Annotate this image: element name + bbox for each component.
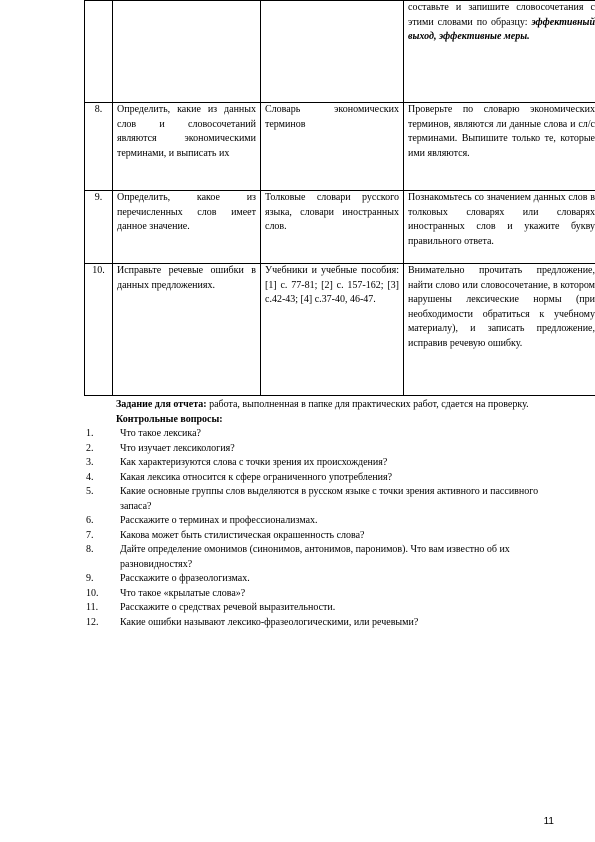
row-number-cell: 8. [85, 103, 113, 191]
question-number: 7. [86, 529, 94, 541]
question-number: 10. [86, 587, 99, 599]
action-cell: Проверьте по словарю экономических терминов, являются ли данные слова и сл/с терминами. Выпишите только те, которые ими являются. [404, 103, 595, 191]
page-number: 11 [543, 816, 554, 827]
question-number: 6. [86, 515, 94, 526]
after-table-section [84, 398, 554, 630]
list-item [84, 442, 554, 457]
row-number-cell: 10. [85, 264, 113, 396]
question-number: 11. [86, 602, 99, 613]
control-questions-list [84, 427, 554, 630]
question-text: Расскажите о терминах и профессионализмах. [120, 515, 318, 526]
resource-cell: Толковые словари русского языка, словари иностранных слов. [261, 191, 404, 264]
question-number: 12. [86, 616, 99, 628]
table-row [85, 191, 595, 264]
question-number: 1. [86, 428, 94, 439]
question-text: Что изучает лексикология? [120, 442, 235, 454]
question-text: Дайте определение омонимов (синонимов, антонимов, паронимов). Что вам известно об их разновидностях? [120, 544, 510, 570]
question-text: Что такое «крылатые слова»? [120, 587, 246, 599]
table-row [85, 103, 595, 191]
report-assignment [84, 398, 554, 413]
table-row-continued [85, 1, 595, 103]
task-cell [113, 1, 261, 103]
task-cell: Исправьте речевые ошибки в данных предложениях. [113, 264, 261, 396]
list-item [84, 485, 554, 514]
question-number: 3. [86, 457, 94, 468]
action-example: эффективный выход, эффективные меры. [408, 16, 595, 42]
list-item [84, 427, 554, 442]
row-number-cell [85, 1, 113, 103]
list-item [84, 601, 554, 616]
question-number: 2. [86, 442, 94, 454]
action-cell [404, 1, 595, 103]
list-item [84, 543, 554, 572]
question-text: Какие основные группы слов выделяются в русском языке с точки зрения активного и пассивного запаса? [120, 486, 539, 512]
list-item [84, 572, 554, 587]
question-text: Какая лексика относится к сфере ограниченного употребления? [120, 471, 393, 483]
task-cell: Определить, какое из перечисленных слов имеет данное значение. [113, 191, 261, 264]
question-text: Расскажите о фразеологизмах. [120, 573, 250, 584]
question-text: Какова может быть стилистическая окрашенность слова? [120, 529, 365, 541]
question-text: Расскажите о средствах речевой выразительности. [120, 602, 336, 613]
question-text: Как характеризуются слова с точки зрения их происхождения? [120, 457, 388, 468]
resource-cell: Учебники и учебные пособия: [1] с. 77-81; [2] с. 157-162; [3] с.42-43; [4] с.37-40, 46-47. [261, 264, 404, 396]
resource-cell: Словарь экономических терминов [261, 103, 404, 191]
question-text: Какие ошибки называют лексико-фразеологическими, или речевыми? [120, 616, 419, 628]
list-item [84, 471, 554, 486]
resource-cell [261, 1, 404, 103]
action-text: составьте и запишите словосочетания с этими словами по образцу: [408, 2, 595, 28]
question-number: 8. [86, 544, 94, 555]
report-text: работа, выполненная в папке для практических работ, сдается на проверку. [206, 399, 529, 410]
list-item [84, 456, 554, 471]
table-row [85, 264, 595, 396]
control-questions-title: Контрольные вопросы: [116, 413, 223, 425]
question-text: Что такое лексика? [120, 428, 201, 439]
row-number-cell: 9. [85, 191, 113, 264]
question-number: 5. [86, 486, 94, 497]
task-cell: Определить, какие из данных слов и словосочетаний являются экономическими терминами, и выписать их [113, 103, 261, 191]
report-label: Задание для отчета: [116, 399, 207, 410]
list-item [84, 616, 554, 631]
list-item [84, 529, 554, 544]
question-number: 4. [86, 471, 94, 483]
practical-tasks-table [84, 0, 595, 396]
action-cell: Внимательно прочитать предложение, найти слово или словосочетание, в котором нарушены лексические нормы (при необходимости обратиться к учебному материалу), и записать предложение, исправив речевую ошибку. [404, 264, 595, 396]
question-number: 9. [86, 573, 94, 584]
action-cell: Познакомьтесь со значением данных слов в толковых словарях или словарях иностранных слов и укажите букву правильного ответа. [404, 191, 595, 264]
list-item [84, 514, 554, 529]
list-item [84, 587, 554, 602]
